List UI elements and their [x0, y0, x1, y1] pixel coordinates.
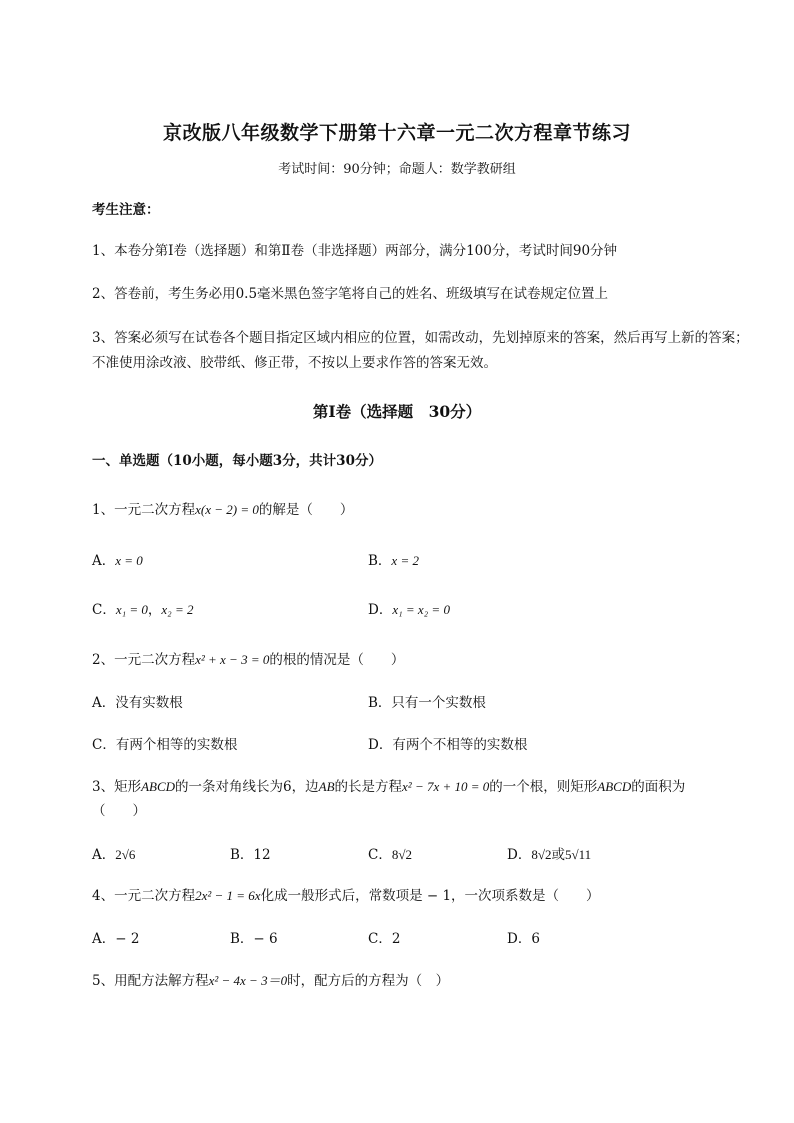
q5-equation: x² − 4x − 3＝0: [208, 973, 288, 988]
q1-option-b: B．x = 2: [368, 553, 419, 569]
q2-option-a: A．没有实数根: [92, 695, 183, 711]
q2-equation: x² + x − 3 = 0: [195, 652, 270, 667]
part-title: 一、单选题（10小题，每小题3分，共计30分）: [92, 453, 382, 469]
notice-item-2: 2、答卷前，考生务必用0.5毫米黑色签字笔将自己的姓名、班级填写在试卷规定位置上: [92, 286, 609, 302]
question-2: 2、一元二次方程x² + x − 3 = 0的根的情况是（ ）: [92, 652, 405, 668]
q1-option-a: A．x = 0: [92, 553, 143, 569]
q4-option-c: C．2: [368, 931, 401, 947]
q4-option-a: A．− 2: [92, 931, 140, 947]
page-title: 京改版八年级数学下册第十六章一元二次方程章节练习: [162, 122, 631, 144]
question-3: 3、矩形ABCD的一条对角线长为6，边AB的长是方程x² − 7x + 10 = 0的一个根，则矩形ABCD的面积为: [92, 779, 686, 795]
notice-heading: 考生注意：: [92, 202, 160, 218]
section-title: 第Ⅰ卷（选择题 30分）: [312, 402, 482, 421]
q4-option-d: D．6: [507, 931, 540, 947]
q3-option-a: A．2√6: [92, 847, 136, 863]
question-3-line-2: （ ）: [92, 803, 146, 819]
question-5: 5、用配方法解方程x² − 4x − 3＝0时，配方后的方程为（ ）: [92, 973, 450, 989]
q1-equation: x(x − 2) = 0: [195, 502, 259, 517]
q3-option-b: B．12: [230, 847, 271, 863]
q2-option-c: C．有两个相等的实数根: [92, 737, 238, 753]
question-1: 1、一元二次方程x(x − 2) = 0的解是（ ）: [92, 502, 354, 518]
q1-option-c: C．x₁ = 0，x₂ = 2: [92, 602, 194, 618]
q4-option-b: B．− 6: [230, 931, 278, 947]
q1-option-d: D．x₁ = x₂ = 0: [368, 602, 450, 618]
notice-item-1: 1、本卷分第Ⅰ卷（选择题）和第Ⅱ卷（非选择题）两部分，满分100分，考试时间90分钟: [92, 243, 618, 259]
notice-item-3: 3、答案必须写在试卷各个题目指定区域内相应的位置，如需改动，先划掉原来的答案，然后再写上新的答案；不准使用涂改液、胶带纸、修正带，不按以上要求作答的答案无效。: [92, 330, 749, 371]
q2-option-b: B．只有一个实数根: [368, 695, 486, 711]
q3-option-d: D．8√2或5√11: [507, 847, 592, 863]
q2-option-d: D．有两个不相等的实数根: [368, 737, 528, 753]
question-4: 4、一元二次方程2x² − 1 = 6x化成一般形式后，常数项是 − 1，一次项系数是（ ）: [92, 888, 600, 904]
q3-option-c: C．8√2: [368, 847, 412, 863]
page-subtitle: 考试时间：90分钟；命题人：数学教研组: [278, 162, 516, 177]
q4-equation: 2x² − 1 = 6x: [195, 888, 261, 903]
